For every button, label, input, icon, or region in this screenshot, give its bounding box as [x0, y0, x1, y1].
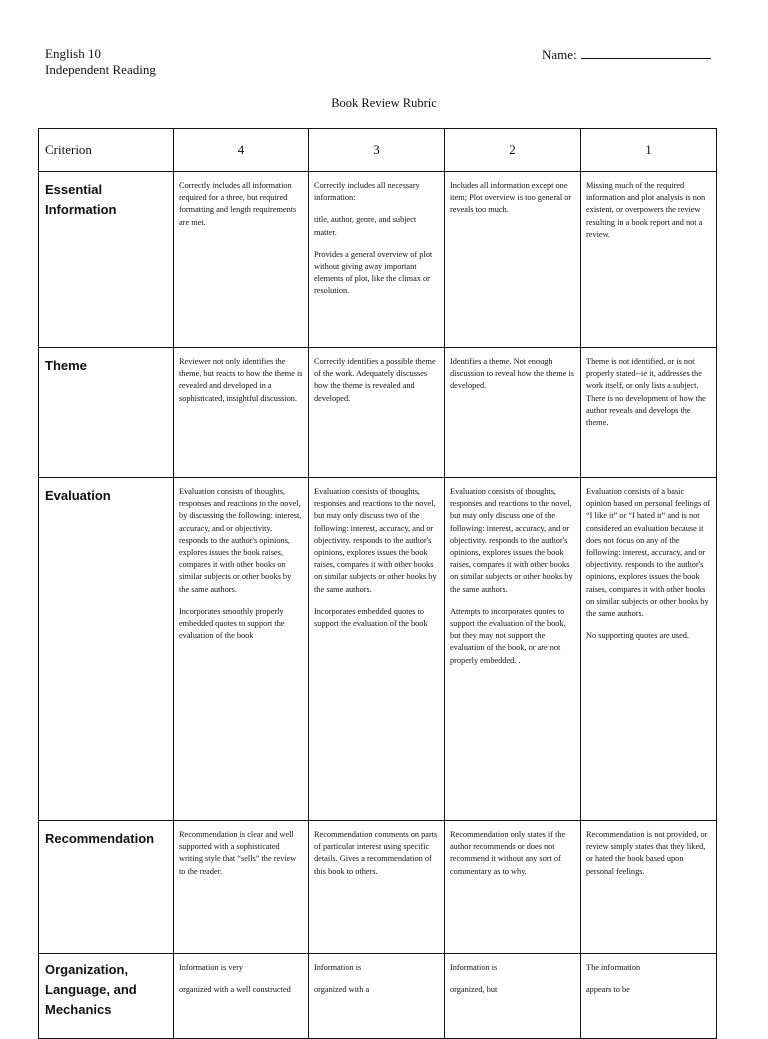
rubric-row-theme — [39, 348, 717, 478]
description-paragraph: Incorporates embedded quotes to support the evaluation of the book — [314, 606, 428, 629]
score-3-description — [309, 954, 445, 1039]
description-paragraph: Recommendation comments on parts of particular interest using specific details. Gives a recommendation of this book to others. — [314, 830, 438, 876]
score-2-description — [445, 954, 581, 1039]
column-header-1: 1 — [581, 129, 717, 172]
course-header — [45, 46, 156, 78]
page-title: Book Review Rubric — [331, 96, 437, 110]
description-paragraph: Missing much of the required information and plot analysis is non existent, or overpowers the review resulting in a book report and not a review. — [586, 181, 706, 239]
description-paragraph: Attempts to incorporates quotes to support the evaluation of the book, but they may not support the evaluation of the book, or are not properly embedded. . — [450, 606, 566, 665]
description-paragraph: The information — [586, 963, 641, 972]
description-paragraph: Identifies a theme. Not enough discussion to reveal how the theme is developed. — [450, 357, 574, 391]
name-blank-line[interactable] — [581, 46, 711, 59]
score-1-description — [581, 348, 717, 478]
score-3-description — [309, 821, 445, 954]
score-3-description — [309, 478, 445, 821]
rubric-row-organization-language-mechanics — [39, 954, 717, 1039]
description-paragraph: Includes all information except one item; Plot overview is too general or reveals too much. — [450, 181, 572, 215]
description-paragraph: Correctly identifies a possible theme of the work. Adequately discusses how the theme is revealed and developed. — [314, 357, 436, 403]
description-paragraph: Information is — [314, 963, 362, 972]
score-3-description — [309, 172, 445, 348]
score-2-description — [445, 172, 581, 348]
description-paragraph: Incorporates smoothly properly embedded quotes to support the evaluation of the book — [179, 606, 285, 641]
column-header-3: 3 — [309, 129, 445, 172]
description-paragraph: Evaluation consists of thoughts, responses and reactions to the novel, but may only discuss one of the following: interest, accuracy, and or objectivity. responds to the author's opinions, explores issues the book raises, compares it with other books on similar subjects or other books by the same authors. — [450, 487, 573, 594]
description-paragraph: Theme is not identified, or is not properly stated--ie it, addresses the work itself, or only lists a subject. There is no development of how the author reveals and develops the theme. — [586, 357, 706, 428]
criterion-label: Essential Information — [39, 172, 174, 348]
description-paragraph: Provides a general overview of plot without giving away important elements of plot, like the climax or resolution. — [314, 249, 433, 296]
column-header-4: 4 — [174, 129, 309, 172]
header-row — [39, 129, 717, 172]
score-4-description — [174, 348, 309, 478]
description-paragraph: organized, but — [450, 985, 498, 995]
description-paragraph: Evaluation consists of a basic opinion based on personal feelings of “I like it” or “I hated it” and is not considered an evaluation because it does not focus on any of the following: interest, accuracy, and or objectivity. responds to the author's opinions, explores issues the book raises, compares it with other books on similar subjects or other books by the same authors. — [586, 487, 711, 619]
score-1-description — [581, 821, 717, 954]
description-paragraph: Recommendation is clear and well supported with a sophisticated writing style that “sells” the review to the reader. — [179, 830, 297, 876]
description-paragraph: No supporting quotes are used. — [586, 631, 690, 641]
description-paragraph: organized with a — [314, 985, 370, 995]
column-header-criterion: Criterion — [39, 129, 174, 172]
rubric-row-recommendation — [39, 821, 717, 954]
score-4-description — [174, 821, 309, 954]
score-4-description — [174, 478, 309, 821]
criterion-label: Organization, Language, and Mechanics — [39, 954, 174, 1039]
description-paragraph: Evaluation consists of thoughts, responses and reactions to the novel, but may only discuss two of the following: interest, accuracy, and or objectivity. responds to the author's opinions, explores issues the book raises, compares it with other books on similar subjects or other books by the same authors. — [314, 487, 437, 594]
score-1-description — [581, 172, 717, 348]
description-paragraph: Information is — [450, 963, 498, 972]
score-2-description — [445, 821, 581, 954]
column-header-2: 2 — [445, 129, 581, 172]
rubric-row-essential-information — [39, 172, 717, 348]
description-paragraph: Recommendation only states if the author recommends or does not recommend it without any sort of commentary as to why. — [450, 830, 566, 876]
description-paragraph: Information is very — [179, 963, 244, 972]
description-paragraph: title, author, genre, and subject matter. — [314, 215, 417, 237]
score-4-description — [174, 172, 309, 348]
score-1-description — [581, 478, 717, 821]
name-label: Name: — [542, 47, 577, 62]
description-paragraph: appears to be — [586, 985, 630, 995]
score-3-description — [309, 348, 445, 478]
rubric-row-evaluation — [39, 478, 717, 821]
score-4-description — [174, 954, 309, 1039]
description-paragraph: organized with a well constructed — [179, 985, 291, 995]
rubric-table — [38, 128, 717, 1039]
description-paragraph: Reviewer not only identifies the theme, but reacts to how the theme is revealed and developed in a sophisticated, insightful discussion. — [179, 357, 303, 403]
criterion-label: Recommendation — [39, 821, 174, 954]
course-name: English 10 — [45, 46, 101, 61]
score-1-description — [581, 954, 717, 1039]
name-field[interactable] — [542, 46, 711, 63]
description-paragraph: Correctly includes all necessary information: — [314, 181, 420, 203]
score-2-description — [445, 478, 581, 821]
description-paragraph: Correctly includes all information required for a three, but required formatting and length requirements are met. — [179, 181, 297, 227]
description-paragraph: Recommendation is not provided, or review simply states that they liked, or hated the book based upon personal feelings. — [586, 830, 708, 876]
unit-name: Independent Reading — [45, 62, 156, 77]
score-2-description — [445, 348, 581, 478]
criterion-label: Evaluation — [39, 478, 174, 821]
criterion-label: Theme — [39, 348, 174, 478]
description-paragraph: Evaluation consists of thoughts, responses and reactions to the novel, by discussing the following: interest, accuracy, and or objectivity. responds to the author's opinions, explores issues the book raises, compares it with other books on similar subjects or other books by the same authors. — [179, 487, 302, 594]
